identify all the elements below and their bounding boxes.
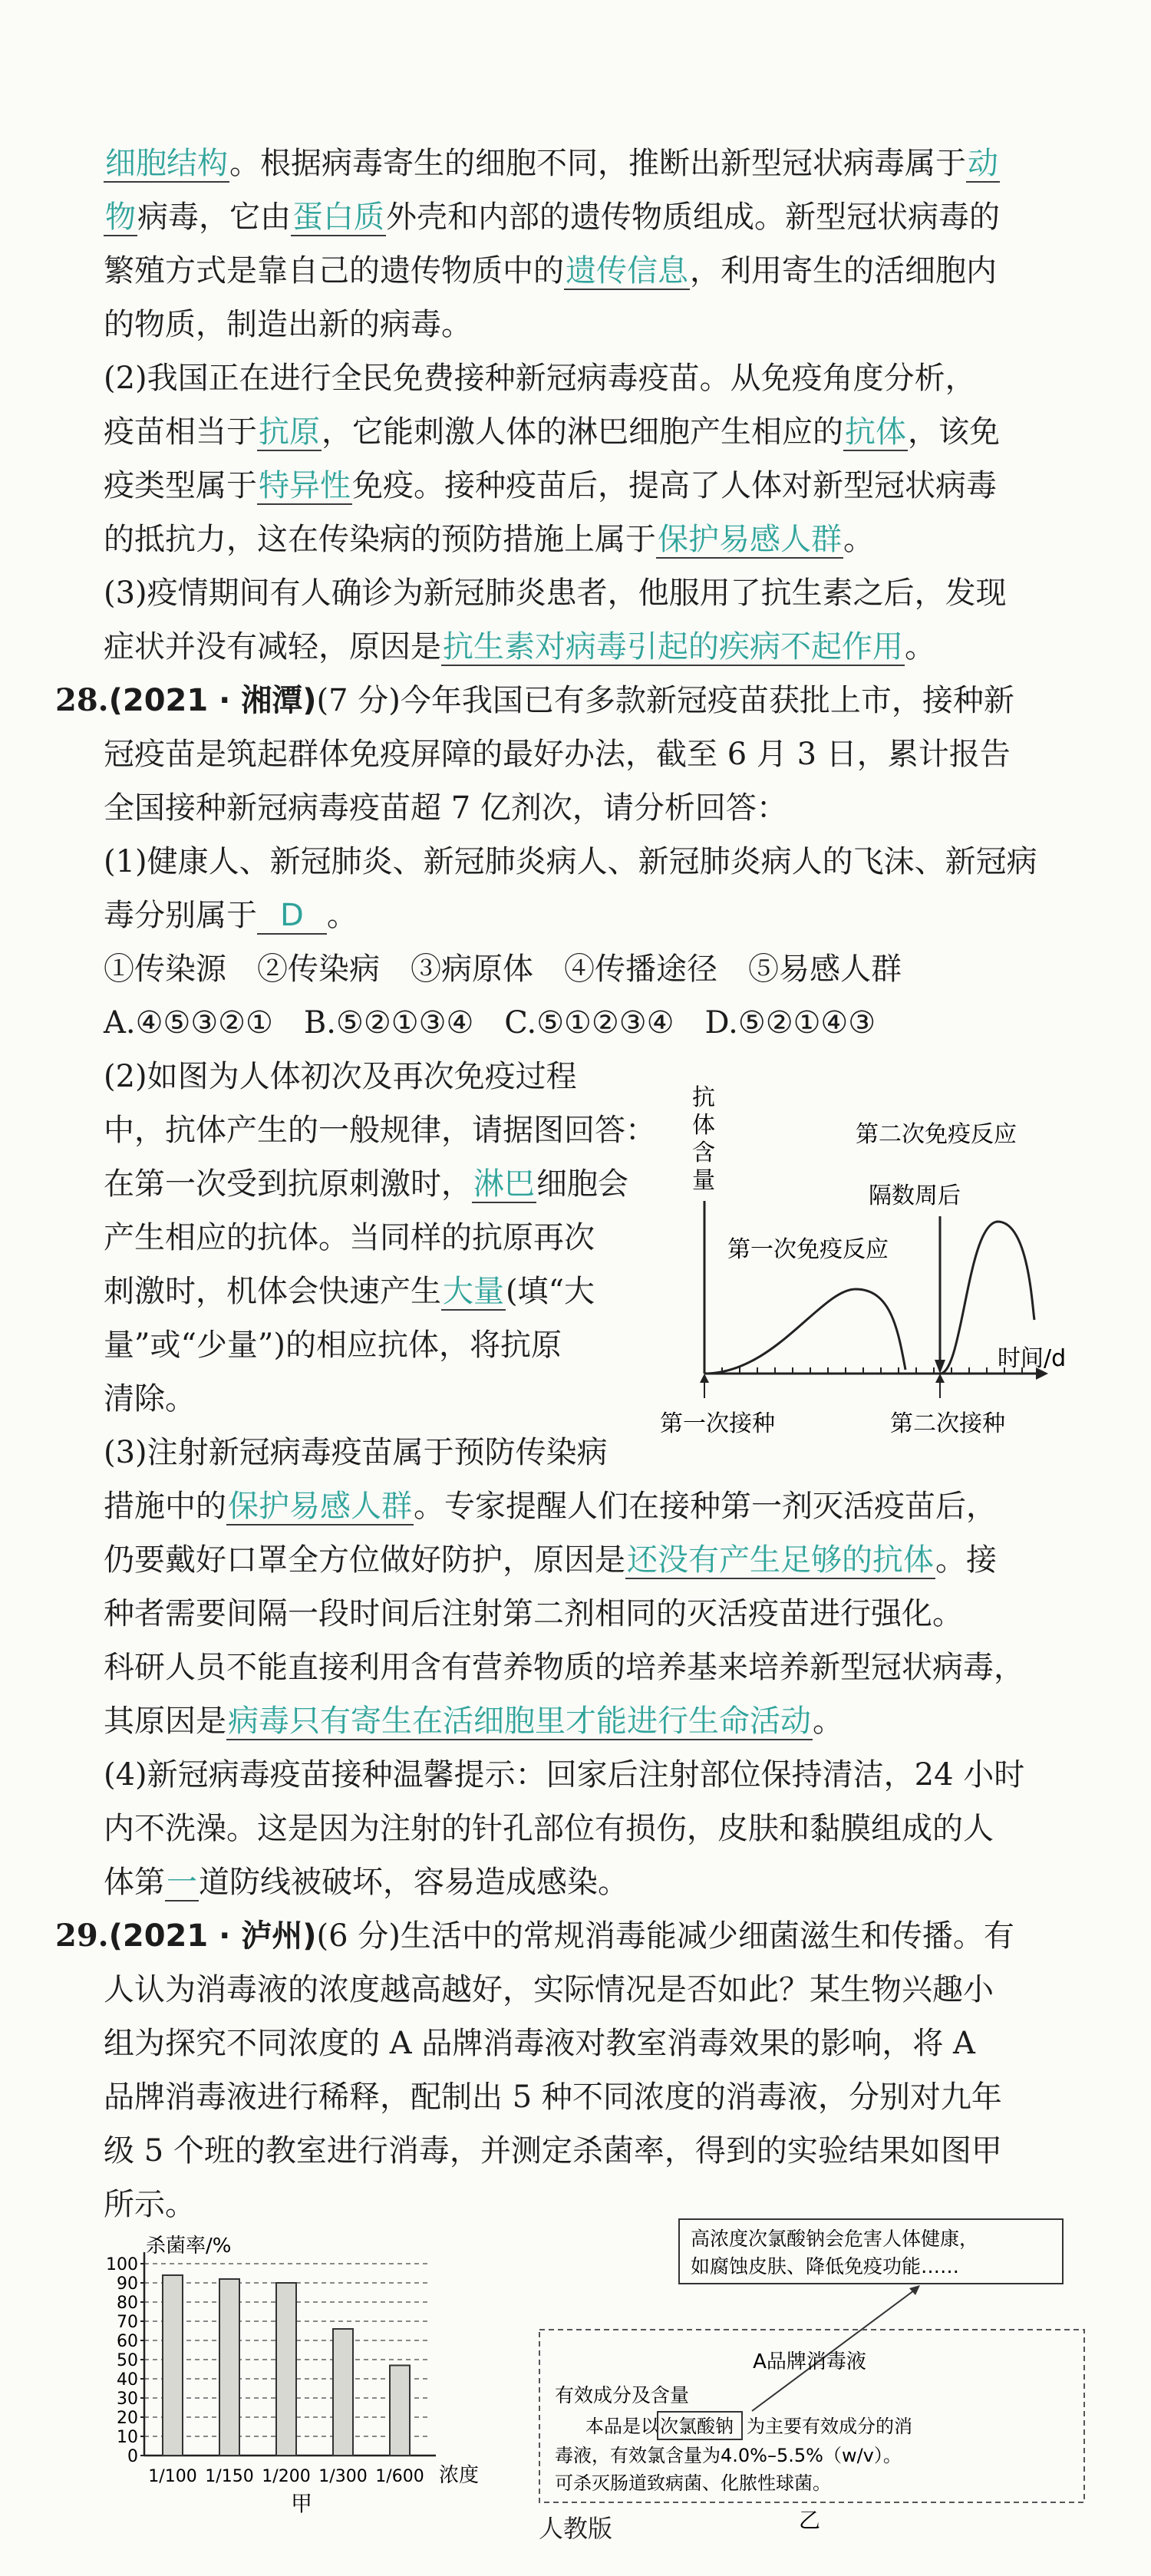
text-line: 仍要戴好口罩全方位做好防护，原因是还没有产生足够的抗体。接 [104,1542,997,1578]
y-tick-label: 60 [117,2332,138,2351]
y-tick-label: 50 [117,2351,138,2370]
text-line: 的抵抗力，这在传染病的预防措施上属于保护易感人群。 [104,522,874,557]
text-line: 冠疫苗是筑起群体免疫屏障的最好办法，截至 6 月 3 日，累计报告 [104,737,1011,772]
text-line: 细胞结构。根据病毒寄生的细胞不同，推断出新型冠状病毒属于动 [105,146,998,181]
text-line: 繁殖方式是靠自己的遗传物质中的遗传信息，利用寄生的活细胞内 [104,253,997,289]
answer: 遗传信息 [566,253,688,289]
y-tick-label: 90 [117,2274,138,2294]
y-tick-label: 100 [106,2255,138,2274]
answer: 抗生素对病毒引起的疾病不起作用 [443,629,903,665]
y-axis-label-char: 量 [692,1167,715,1194]
text-line: 品牌消毒液进行稀释，配制出 5 种不同浓度的消毒液，分别对九年 [104,2080,1002,2115]
text-line: 毒分别属于 D 。 [104,898,358,933]
text-line: ①传染源 ②传染病 ③病原体 ④传播途径 ⑤易感人群 [104,952,902,987]
label-text: 为主要有效成分的消 [747,2416,912,2437]
y-tick-label: 40 [117,2370,138,2390]
text-line: A.④⑤③②① B.⑤②①③④ C.⑤①②③④ D.⑤②①④③ [104,1005,876,1041]
label-title: A品牌消毒液 [753,2350,866,2373]
text-line: 人认为消毒液的浓度越高越好，实际情况是否如此？某生物兴趣小 [104,1972,994,2007]
question-28-header: 28.(2021 · 湘潭)(7 分)今年我国已有多款新冠疫苗获批上市，接种新 [55,682,1014,718]
text-line: (2)如图为人体初次及再次免疫过程 [104,1059,577,1094]
answer: 动 [968,146,998,181]
text-line: 中，抗体产生的一般规律，请据图回答： [104,1113,656,1148]
text-line: (1)健康人、新冠肺炎、新冠肺炎病人、新冠肺炎病人的飞沫、新冠病 [104,844,1037,879]
y-tick-label: 30 [117,2390,138,2409]
label-highlight: 次氯酸钠 [660,2416,734,2437]
y-axis-label: 杀菌率/% [146,2235,232,2258]
answer: 细胞结构 [105,146,228,181]
y-tick-label: 20 [117,2409,138,2428]
interval-label: 隔数周后 [869,1182,961,1209]
text-line: (4)新冠病毒疫苗接种温馨提示：回家后注射部位保持清洁，24 小时 [104,1757,1025,1793]
text-line: 在第一次受到抗原刺激时，淋巴细胞会 [104,1166,628,1202]
first-response-label: 第一次免疫反应 [727,1236,889,1263]
answer: 抗体 [845,414,906,450]
y-axis-label-char: 含 [692,1140,715,1166]
text-line: 量”或“少量”)的相应抗体，将抗原 [104,1328,562,1363]
y-tick-label: 80 [117,2294,138,2313]
label-text: 本品是以 [585,2416,659,2437]
first-shot-label: 第一次接种 [660,1410,775,1437]
answer: D [257,898,327,935]
y-tick-label: 70 [117,2313,138,2332]
x-tick-label: 1/100 [148,2467,197,2486]
text-line: 措施中的保护易感人群。专家提醒人们在接种第一剂灭活疫苗后， [104,1489,997,1524]
text-line: 级 5 个班的教室进行消毒，并测定杀菌率，得到的实验结果如图甲 [104,2133,1002,2169]
text-line: 体第一道防线被破坏，容易造成感染。 [104,1865,628,1900]
label-subtitle: 有效成分及含量 [555,2384,690,2406]
text-line: 产生相应的抗体。当同样的抗原再次 [104,1220,595,1255]
text-line: 的物质，制造出新的病毒。 [104,307,472,342]
callout-line: 高浓度次氯酸钠会危害人体健康， [691,2228,979,2250]
text-line: (2)我国正在进行全民免费接种新冠病毒疫苗。从免疫角度分析， [104,361,976,396]
x-axis-label: 浓度 [439,2464,480,2487]
answer: 抗原 [259,414,320,450]
y-tick-label: 10 [117,2428,138,2447]
text-line: 疫苗相当于抗原，它能刺激人体的淋巴细胞产生相应的抗体，该免 [104,414,1000,450]
answer: 保护易感人群 [658,522,842,557]
question-29-header: 29.(2021 · 泸州)(6 分)生活中的常规消毒能减少细菌滋生和传播。有 [55,1918,1014,1954]
text-line: (3)疫情期间有人确诊为新冠肺炎患者，他服用了抗生素之后，发现 [104,576,1007,611]
text-line: (3)注射新冠病毒疫苗属于预防传染病 [104,1435,608,1470]
figure-caption: 乙 [798,2508,821,2533]
text-line: 物病毒，它由蛋白质外壳和内部的遗传物质组成。新型冠状病毒的 [105,200,1000,235]
answer: 蛋白质 [292,200,384,235]
x-tick-label: 1/200 [262,2467,311,2486]
chart-caption: 甲 [290,2491,313,2516]
text-line: 所示。 [104,2187,196,2222]
page-footer: 人教版 [538,2514,612,2543]
text-line: 症状并没有减轻，原因是抗生素对病毒引起的疾病不起作用。 [104,629,935,665]
text-line: 科研人员不能直接利用含有营养物质的培养基来培养新型冠状病毒， [104,1650,1024,1685]
text-line: 内不洗澡。这是因为注射的针孔部位有损伤，皮肤和黏膜组成的人 [104,1811,994,1846]
x-tick-label: 1/150 [205,2467,254,2486]
label-text: 毒液，有效氯含量为4.0%–5.5%（w/v）。 [555,2445,902,2466]
second-response-label: 第二次免疫反应 [856,1121,1017,1148]
answer: 一 [167,1865,197,1900]
text-line: 种者需要间隔一段时间后注射第二剂相同的灭活疫苗进行强化。 [104,1596,963,1631]
answer: 大量 [443,1274,504,1309]
answer: 病毒只有寄生在活细胞里才能进行生命活动 [228,1704,811,1739]
x-tick-label: 1/600 [375,2467,424,2486]
answer: 淋巴 [473,1166,535,1202]
y-axis-label-char: 抗 [692,1084,715,1111]
text-line: 清除。 [104,1381,196,1417]
y-tick-label: 0 [127,2447,138,2466]
answer: 物 [105,200,136,235]
text-line: 组为探究不同浓度的 A 品牌消毒液对教室消毒效果的影响，将 A [104,2026,975,2061]
x-tick-label: 1/300 [318,2467,368,2486]
text-line: 全国接种新冠病毒疫苗超 7 亿剂次，请分析回答： [104,790,787,826]
label-text: 可杀灭肠道致病菌、化脓性球菌。 [555,2472,831,2494]
text-line: 刺激时，机体会快速产生大量(填“大 [104,1274,595,1309]
x-axis-label: 时间/d [998,1345,1067,1372]
second-shot-label: 第二次接种 [890,1410,1005,1437]
text-line: 疫类型属于特异性免疫。接种疫苗后，提高了人体对新型冠状病毒 [104,468,997,503]
answer: 还没有产生足够的抗体 [627,1542,934,1578]
answer: 特异性 [259,468,351,503]
y-axis-label-char: 体 [692,1112,715,1139]
text-line: 其原因是病毒只有寄生在活细胞里才能进行生命活动。 [104,1704,843,1739]
answer: 保护易感人群 [228,1489,412,1524]
callout-line: 如腐蚀皮肤、降低免疫功能…… [691,2255,960,2278]
